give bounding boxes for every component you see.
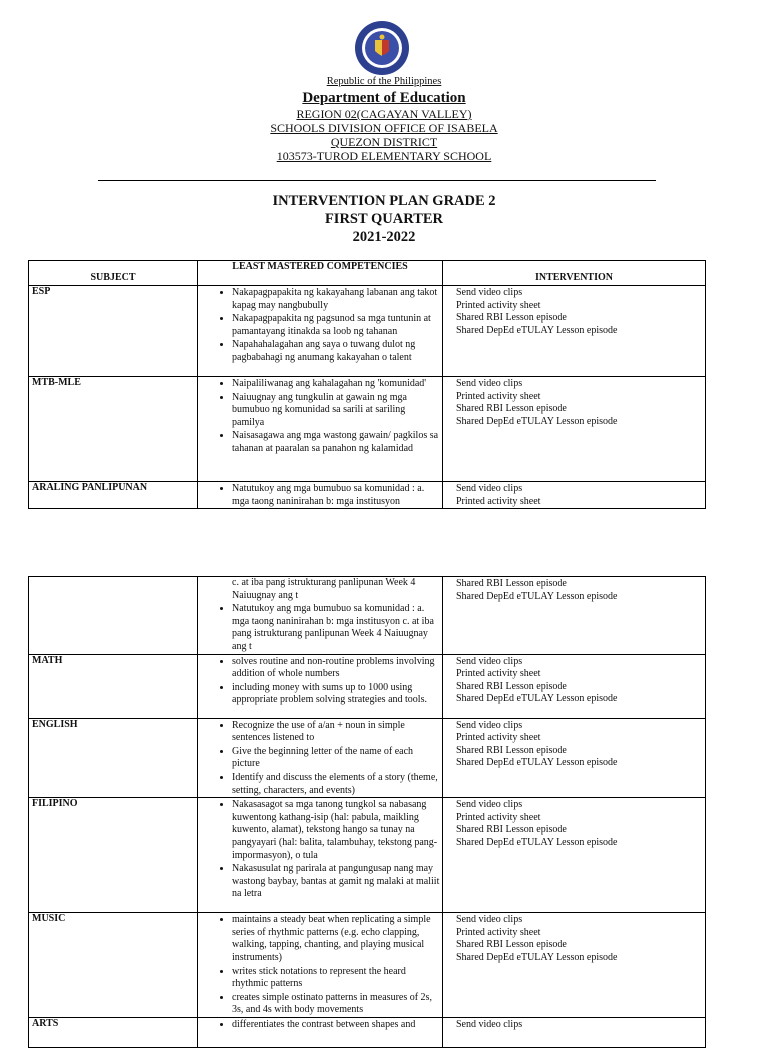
competency-item: • Natutukoy ang mga bumubuo sa komunidad : a. mga taong naninirahan b: mga institusyon c. at iba pang istrukturang panlipunan Week 4 Naiuugnay ang t [232,602,440,653]
intervention-item: Shared DepEd eTULAY Lesson episode [456,757,618,769]
competency-item: • Identify and discuss the elements of a story (theme, setting, characters, and events) [232,771,440,797]
header-divider [98,180,656,181]
competency-item: • Naiuugnay ang tungkulin at gawain ng mga bumubuo ng komunidad sa sarili at sariling pamilya [232,391,440,430]
competencies-cell [198,286,443,377]
competency-item: • Recognize the use of a/an + noun in simple sentences listened to [232,719,440,745]
competencies-cell [198,718,443,798]
subject-cell: FILIPINO [29,798,198,913]
letterhead [0,75,768,163]
competency-item: • Nakapagpapakita ng kakayahang labanan ang takot kapag may nangbubully [232,286,440,312]
intervention-cell [443,798,706,913]
header-intervention: INTERVENTION [443,261,706,286]
title-line-3: 2021-2022 [352,229,416,245]
table-header-row [29,261,706,286]
competency-item: • creates simple ostinato patterns in measures of 2s, 3s, and 4s with body movements [232,991,440,1017]
intervention-item: Shared RBI Lesson episode [456,744,567,756]
competency-continuation: c. at iba pang istrukturang panlipunan Week 4 Naiuugnay ang t [232,577,416,601]
subject-cell-empty [29,577,198,655]
competencies-cell [198,482,443,509]
subject-cell: ESP [29,286,198,377]
intervention-item: Shared RBI Lesson episode [456,578,567,589]
competency-item: • including money with sums up to 1000 using appropriate problem solving strategies and tools. [232,681,440,707]
table-row-arts [29,1018,706,1048]
competency-item: • Nakapagpapakita ng pagsunod sa mga tuntunin at pamantayang itinakda sa loob ng tahanan [232,312,440,338]
intervention-cell [443,577,706,655]
intervention-item: Printed activity sheet [456,390,541,402]
competency-item: • Nakasusulat ng parirala at pangungusap nang may wastong baybay, bantas at gamit ng malaki at maliit na letra [232,862,440,901]
competency-item: • solves routine and non-routine problems involving addition of whole numbers [232,655,440,681]
school-line: 103573-TUROD ELEMENTARY SCHOOL [276,149,492,163]
competencies-cell [198,1018,443,1048]
intervention-item: Printed activity sheet [456,732,541,744]
intervention-item: Shared DepEd eTULAY Lesson episode [456,324,618,336]
region-line: REGION 02(CAGAYAN VALLEY) [296,107,472,121]
intervention-item: Printed activity sheet [456,299,541,311]
intervention-cell [443,1018,706,1048]
intervention-item: Printed activity sheet [456,811,541,823]
table-row-araling-panlipunan [29,482,706,509]
intervention-item: Send video clips [456,483,523,494]
intervention-table-page-2 [28,576,706,1048]
competency-item: • Give the beginning letter of the name of each picture [232,745,440,771]
deped-seal-logo [354,20,410,76]
subject-cell: MUSIC [29,913,198,1018]
table-row-araling-panlipunan-continued [29,577,706,655]
competency-item: • Natutukoy ang mga bumubuo sa komunidad : a. mga taong naninirahan b: mga institusyon [232,482,440,508]
intervention-item: Send video clips [456,719,523,731]
competencies-cell [198,913,443,1018]
republic-line: Republic of the Philippines [326,76,442,87]
competency-item: • Nakasasagot sa mga tanong tungkol sa nabasang kuwentong kathang-isip (hal: pabula, maikling kuwento, alamat), tekstong hango sa tunay na pangyayari (hal: balita, talambuhay, tekstong pang-impormasyon), o tula [232,798,440,862]
intervention-item: Send video clips [456,655,523,667]
division-line: SCHOOLS DIVISION OFFICE OF ISABELA [270,121,498,135]
intervention-cell [443,482,706,509]
header-subject: SUBJECT [29,261,198,286]
intervention-cell [443,377,706,482]
competency-item: • Naisasagawa ang mga wastong gawain/ pagkilos sa tahanan at paaralan sa panahon ng kalamidad [232,429,440,455]
header-competencies: LEAST MASTERED COMPETENCIES [198,261,443,286]
intervention-item: Shared RBI Lesson episode [456,403,567,415]
intervention-item: Printed activity sheet [456,668,541,680]
subject-cell: MATH [29,654,198,718]
intervention-cell [443,718,706,798]
competency-item: • Napahahalagahan ang saya o tuwang dulot ng pagbabahagi ng anumang kakayahan o talent [232,338,440,364]
table-row-music [29,913,706,1018]
intervention-item: Shared RBI Lesson episode [456,680,567,692]
competencies-cell [198,654,443,718]
district-line: QUEZON DISTRICT [330,135,438,149]
intervention-item: Shared DepEd eTULAY Lesson episode [456,415,618,427]
title-line-1: INTERVENTION PLAN GRADE 2 [272,193,496,209]
intervention-item: Send video clips [456,287,523,298]
subject-cell: ENGLISH [29,718,198,798]
intervention-item: Printed activity sheet [456,926,541,938]
department-line: Department of Education [302,90,466,106]
subject-cell: ARALING PANLIPUNAN [29,482,198,509]
intervention-item: Shared DepEd eTULAY Lesson episode [456,693,618,705]
competency-item: • writes stick notations to represent the heard rhythmic patterns [232,965,440,991]
intervention-cell [443,913,706,1018]
competencies-cell [198,577,443,655]
subject-cell: MTB-MLE [29,377,198,482]
intervention-item: Send video clips [456,378,523,389]
intervention-item: Printed activity sheet [456,495,541,507]
intervention-item: Send video clips [456,799,523,811]
table-row-english [29,718,706,798]
table-row-math [29,654,706,718]
competencies-cell [198,798,443,913]
intervention-table-page-1 [28,260,706,509]
intervention-item: Shared DepEd eTULAY Lesson episode [456,836,618,848]
intervention-item: Shared DepEd eTULAY Lesson episode [456,951,618,963]
intervention-item: Shared RBI Lesson episode [456,939,567,951]
table-row-filipino [29,798,706,913]
document-title [0,192,768,246]
intervention-cell [443,654,706,718]
intervention-item: Send video clips [456,914,523,926]
intervention-cell [443,286,706,377]
intervention-item: Shared RBI Lesson episode [456,312,567,324]
title-line-2: FIRST QUARTER [324,211,444,227]
intervention-item: Shared RBI Lesson episode [456,824,567,836]
intervention-item: Shared DepEd eTULAY Lesson episode [456,590,618,602]
table-row-mtb-mle [29,377,706,482]
competency-item: • differentiates the contrast between shapes and [232,1018,440,1032]
intervention-item: Send video clips [456,1019,523,1031]
subject-cell: ARTS [29,1018,198,1048]
competency-item: • Naipaliliwanag ang kahalagahan ng 'komunidad' [232,377,440,391]
competencies-cell [198,377,443,482]
table-row-esp [29,286,706,377]
competency-item: • maintains a steady beat when replicating a simple series of rhythmic patterns (e.g. echo clapping, walking, tapping, chanting, and playing musical instruments) [232,913,440,964]
